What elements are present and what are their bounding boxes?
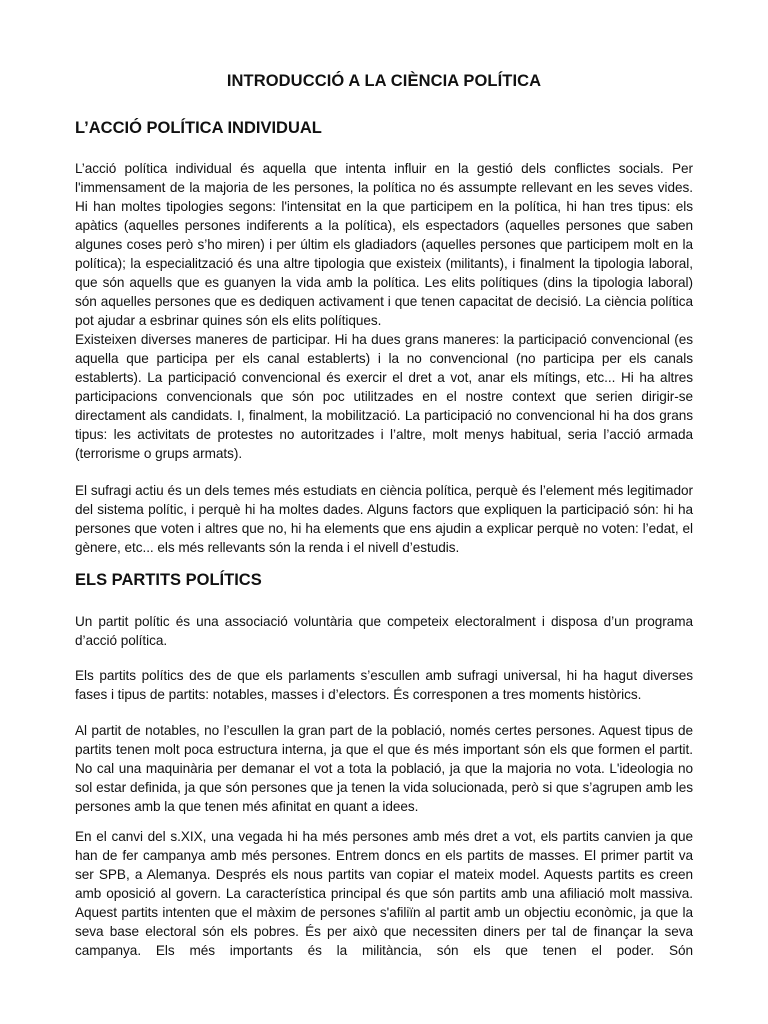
paragraph: Els partits polítics des de que els parlaments s’escullen amb sufragi universal, hi ha hagut diverses fases i tipus de partits: notables, masses i d’electors. És corresponen a tres moments històrics. xyxy=(75,668,693,702)
paragraph: Al partit de notables, no l’escullen la gran part de la població, només certes persones. Aquest tipus de partits tenen molt poca estructura interna, ja que el que és més important són els que formen el partit. No cal una maquinària per demanar el vot a tota la població, ja que la majoria no vota. L'ideologia no sol estar definida, ja que són persones que ja tenen la vida solucionada, però si que s’agrupen amb les persones amb la que tenen més afinitat en quant a idees. xyxy=(75,723,693,814)
document-title: INTRODUCCIÓ A LA CIÈNCIA POLÍTICA xyxy=(226,72,542,90)
paragraph: Un partit polític és una associació voluntària que competeix electoralment i disposa d’un programa d’acció política. xyxy=(75,614,693,648)
section-heading-individual-action: L’ACCIÓ POLÍTICA INDIVIDUAL xyxy=(75,119,322,137)
paragraph: Existeixen diverses maneres de participar. Hi ha dues grans maneres: la participació convencional (es aquella que participa per els canal establerts) i la no convencional (no participa per els canals establerts). La participació convencional és exercir el dret a vot, anar els mítings, etc... Hi ha altres participacions convencionals que són poc utilitzades en el nostre context que serien dirigir-se directament als candidats. I, finalment, la mobilització. La participació no convencional hi ha dos grans tipus: les activitats de protestes no autoritzades i l’altre, molt menys habitual, seria l’acció armada (terrorisme o grups armats). xyxy=(75,332,693,461)
paragraph: En el canvi del s.XIX, una vegada hi ha més persones amb més dret a vot, els partits canvien ja que han de fer campanya amb més persones. Entrem doncs en els partits de masses. El primer partit va ser SPB, a Alemanya. Després els nous partits van copiar el mateix model. Aquests partits es creen amb oposició al govern. La característica principal és que són partits amb una afiliació molt massiva. Aquest partits intenten que el màxim de persones s'afiliïn al partit amb un objectiu econòmic, ja que la seva base electoral són els pobres. És per això que necessiten diners per tal de finançar la seva campanya. Els més importants és la militància, són els que tenen el poder. Són xyxy=(75,829,693,958)
paragraph: El sufragi actiu és un dels temes més estudiats en ciència política, perquè és l’element més legitimador del sistema polític, i perquè hi ha moltes dades. Alguns factors que expliquen la participació són: hi ha persones que voten i altres que no, hi ha elements que ens ajudin a explicar perquè no voten: l’edat, el gènere, etc... els més rellevants són la renda i el nivell d’estudis. xyxy=(75,483,693,555)
paragraph: L’acció política individual és aquella que intenta influir en la gestió dels conflictes socials. Per l'immensament de la majoria de les persones, la política no és assumpte rellevant en les seves vides. Hi han moltes tipologies segons: l'intensitat en la que participem en la política, hi han tres tipus: els apàtics (aquelles persones indiferents a la política), els espectadors (aquelles persones que saben algunes coses però s’ho miren) i per últim els gladiadors (aquelles persones que participem molt en la política); la especialització és una altre tipologia que existeix (militants), i finalment la tipologia laboral, que són aquells que es guanyen la vida amb la política. Les elits polítiques (dins la tipologia laboral) són aquelles persones que es dediquen activament i que tenen capacitat de decisió. La ciència política pot ajudar a esbrinar quines són els elits polítiques. xyxy=(75,161,693,328)
section-heading-political-parties: ELS PARTITS POLÍTICS xyxy=(75,571,262,589)
